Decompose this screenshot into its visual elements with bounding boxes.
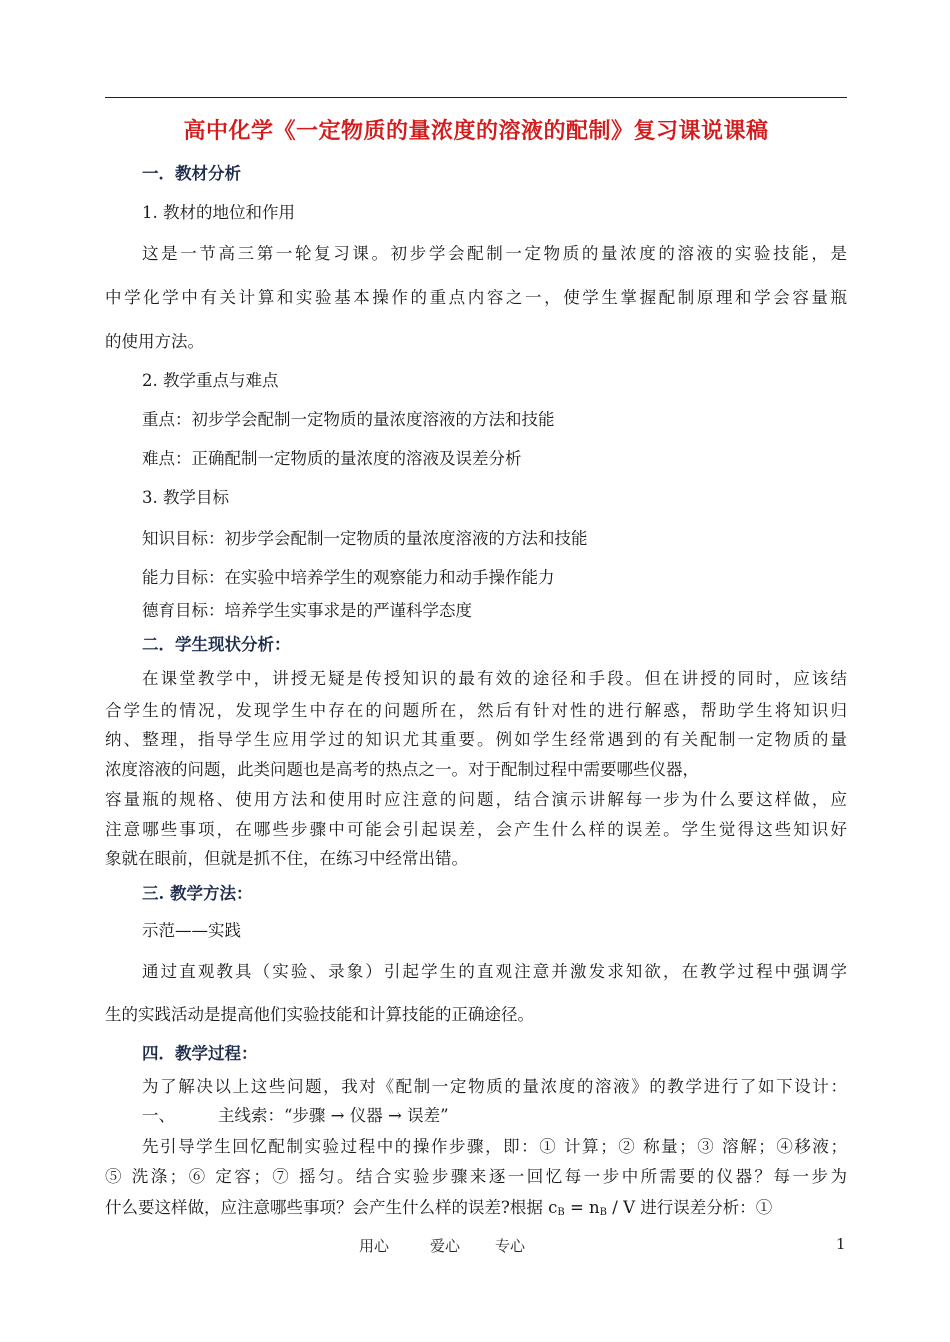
paragraph-line: 纳、整理，指导学生应用学过的知识尤其重要。例如学生经常遇到的有关配制一定物质的量 [105,730,847,749]
formula-line-post: / V 进行误差分析：① [607,1198,773,1217]
paragraph-line: 的使用方法。 [105,332,204,351]
section-1-sub-1: 1. 教材的地位和作用 [142,203,295,222]
section-1-sub-3: 3. 教学目标 [142,488,229,507]
teaching-method: 示范——实践 [142,921,241,940]
formula-mid: = n [564,1198,600,1217]
paragraph-line: 先引导学生回忆配制实验过程中的操作步骤，即：① 计算；② 称量；③ 溶解；④移液； [142,1137,847,1156]
formula-line [105,1194,772,1218]
page-number: 1 [836,1235,846,1253]
paragraph-line: 生的实践活动是提高他们实验技能和计算技能的正确途径。 [105,1005,534,1024]
paragraph-line: 为了解决以上这些问题，我对《配制一定物质的量浓度的溶液》的教学进行了如下设计： [142,1077,847,1096]
paragraph-line: 中学化学中有关计算和实验基本操作的重点内容之一，使学生掌握配制原理和学会容量瓶 [105,288,847,307]
section-1-sub-2: 2. 教学重点与难点 [142,371,279,390]
paragraph-line: 浓度溶液的问题，此类问题也是高考的热点之一。对于配制过程中需要哪些仪器， [105,760,699,779]
paragraph-line: 象就在眼前，但就是抓不住，在练习中经常出错。 [105,849,468,868]
footer-motto-2: 爱心 [430,1237,461,1255]
paragraph-line: 容量瓶的规格、使用方法和使用时应注意的问题，结合演示讲解每一步为什么要这样做，应 [105,790,847,809]
paragraph-line: ⑤ 洗涤；⑥ 定容；⑦ 摇匀。结合实验步骤来逐一回忆每一步中所需要的仪器？每一步为 [105,1167,847,1186]
section-4-heading: 四．教学过程： [142,1044,258,1063]
paragraph-line: 通过直观教具（实验、录象）引起学生的直观注意并激发求知欲，在教学过程中强调学 [142,962,847,981]
paragraph-line: 合学生的情况，发现学生中存在的问题所在，然后有针对性的进行解惑，帮助学生将知识归 [105,701,847,720]
section-2-heading: 二．学生现状分析： [142,635,291,654]
header-rule [105,97,847,98]
list-item-text: 主线索：“步骤 → 仪器 → 误差” [218,1106,449,1125]
paragraph-line: 注意哪些事项，在哪些步骤中可能会引起误差，会产生什么样的误差。学生觉得这些知识好 [105,820,847,839]
formula-line-pre: 什么要这样做，应注意哪些事项？会产生什么样的误差?根据 c [105,1198,558,1217]
goal-moral: 德育目标：培养学生实事求是的严谨科学态度 [142,601,472,620]
key-point: 重点：初步学会配制一定物质的量浓度溶液的方法和技能 [142,410,555,429]
document-title: 高中化学《一定物质的量浓度的溶液的配制》复习课说课稿 [183,118,769,144]
footer-motto-1: 用心 [359,1237,390,1255]
section-3-heading: 三. 教学方法： [142,884,253,903]
formula-subscript: B [599,1207,608,1218]
footer-motto-3: 专心 [495,1237,526,1255]
paragraph-line: 在课堂教学中，讲授无疑是传授知识的最有效的途径和手段。但在讲授的同时，应该结 [142,669,847,688]
section-1-heading: 一．教材分析 [142,164,241,183]
list-item-number: 一、 [142,1106,175,1125]
goal-knowledge: 知识目标：初步学会配制一定物质的量浓度溶液的方法和技能 [142,529,588,548]
formula-subscript: B [557,1207,565,1218]
difficult-point: 难点：正确配制一定物质的量浓度的溶液及误差分析 [142,449,522,468]
goal-ability: 能力目标：在实验中培养学生的观察能力和动手操作能力 [142,568,555,587]
paragraph-line: 这是一节高三第一轮复习课。初步学会配制一定物质的量浓度的溶液的实验技能，是 [142,244,847,263]
